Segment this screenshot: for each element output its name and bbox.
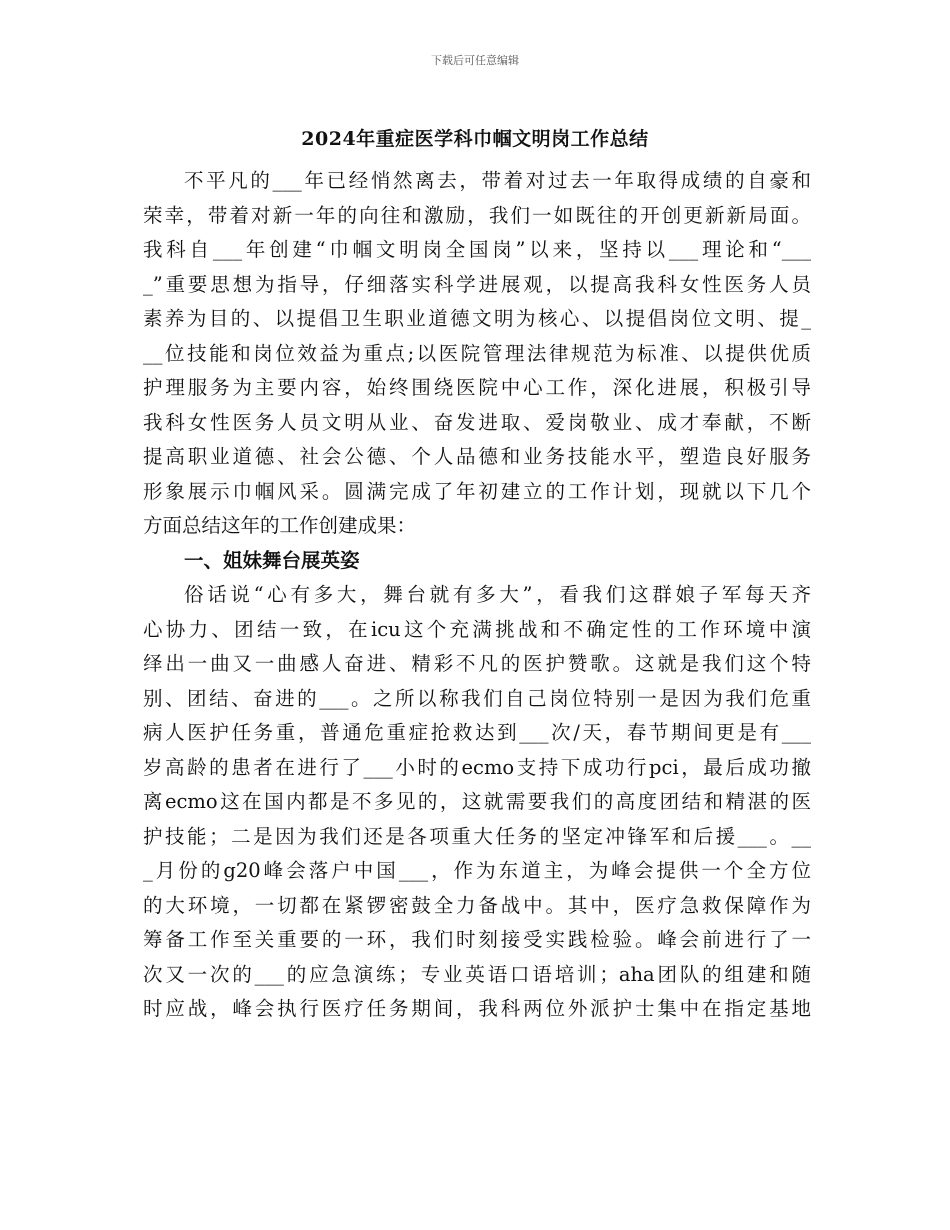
text-line: 的大环境，一切都在紧锣密鼓全力备战中。其中，医疗急救保障作为	[143, 893, 811, 917]
section-heading: 一、姐妹舞台展英姿	[184, 548, 360, 572]
text-line: 不平凡的___年已经悄然离去，带着对过去一年取得成绩的自豪和	[184, 169, 811, 192]
text-line: 病人医护任务重，普通危重症抢救达到___次/天，春节期间更是有___	[143, 721, 811, 744]
text-line: 别、团结、奋进的___。之所以称我们自己岗位特别一是因为我们危重	[143, 686, 811, 710]
text-line: 岁高龄的患者在进行了___小时的ecmo支持下成功行pci，最后成功撤	[143, 755, 811, 779]
paragraph-1	[143, 164, 811, 544]
document-title: 2024年重症医学科巾帼文明岗工作总结	[301, 128, 649, 150]
text-line: 荣幸，带着对新一年的向往和激励，我们一如既往的开创更新新局面。	[143, 203, 811, 227]
text-line: 方面总结这年的工作创建成果：	[143, 514, 417, 537]
page-header: 下载后可任意编辑	[431, 54, 519, 67]
text-line: 形象展示巾帼风采。圆满完成了年初建立的工作计划，现就以下几个	[143, 479, 811, 503]
text-line: 我科自___年创建“巾帼文明岗全国岗”以来，坚持以___理论和“___	[143, 238, 811, 261]
text-line: 心协力、团结一致，在icu这个充满挑战和不确定性的工作环境中演	[143, 617, 811, 641]
text-line: 筹备工作至关重要的一环，我们时刻接受实践检验。峰会前进行了一	[143, 928, 811, 951]
text-line: 提高职业道德、社会公德、个人品德和业务技能水平，塑造良好服务	[143, 445, 811, 468]
text-line: 绎出一曲又一曲感人奋进、精彩不凡的医护赞歌。这就是我们这个特	[143, 652, 811, 675]
text-line: 护理服务为主要内容，始终围绕医院中心工作，深化进展，积极引导	[143, 376, 811, 399]
text-line: 时应战，峰会执行医疗任务期间，我科两位外派护士集中在指定基地	[143, 997, 811, 1020]
paragraph-2	[143, 578, 811, 1027]
text-line: 次又一次的___的应急演练；专业英语口语培训；aha团队的组建和随	[143, 962, 811, 986]
text-line: 我科女性医务人员文明从业、奋发进取、爱岗敬业、成才奉献，不断	[143, 410, 811, 434]
text-line: 护技能；二是因为我们还是各项重大任务的坚定冲锋军和后援___。__	[143, 824, 811, 848]
text-line: 离ecmo这在国内都是不多见的，这就需要我们的高度团结和精湛的医	[143, 790, 811, 813]
text-line: _”重要思想为指导，仔细落实科学进展观，以提高我科女性医务人员	[143, 272, 811, 296]
text-line: _月份的g20峰会落户中国___，作为东道主，为峰会提供一个全方位	[143, 859, 811, 882]
text-line: 素养为目的、以提倡卫生职业道德文明为核心、以提倡岗位文明、提_	[143, 307, 811, 330]
document-body	[143, 164, 811, 1027]
text-line: 俗话说“心有多大，舞台就有多大”，看我们这群娘子军每天齐	[184, 583, 811, 606]
text-line: __位技能和岗位效益为重点;以医院管理法律规范为标准、以提供优质	[143, 341, 811, 365]
